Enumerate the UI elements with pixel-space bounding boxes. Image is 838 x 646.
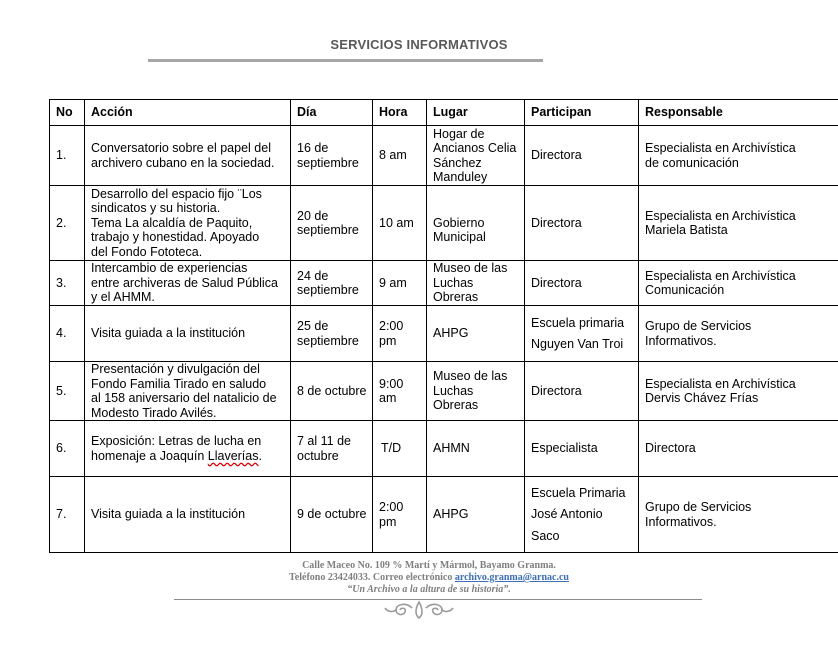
participan-line: José Antonio (531, 507, 603, 522)
lugar-line: Manduley (433, 170, 488, 184)
table-row (50, 362, 838, 421)
hora-line: 2:00 (379, 500, 404, 514)
footer-contact (0, 572, 838, 583)
lugar-line: Luchas (433, 383, 474, 398)
accion-line: Tema La alcaldía de Paquito, (91, 215, 253, 230)
participan-line: Escuela Primaria (531, 485, 626, 500)
accion-line: Intercambio de experiencias (91, 261, 248, 276)
responsable-line: Informativos. (645, 514, 717, 529)
hora-line: 2:00 (379, 319, 404, 333)
accion-line: Visita guiada a la institución (91, 326, 246, 341)
lugar-line: Obreras (433, 398, 479, 413)
participan-line: Directora (531, 275, 582, 290)
email-link[interactable]: archivo.granma@arnac.cu (454, 572, 569, 583)
cell-participan (525, 306, 639, 362)
responsable-line: Especialista en Archivística (645, 376, 796, 391)
cell-participan (525, 362, 639, 421)
cell-dia (291, 362, 373, 421)
cell-hora (373, 126, 427, 186)
responsable-line: Dervis Chávez Frías (645, 391, 759, 405)
header-no: No (50, 100, 85, 126)
cell-lugar (427, 362, 525, 421)
footer-motto: “Un Archivo a la altura de su historia”. (347, 584, 511, 595)
hora-line: 8 am (379, 148, 407, 163)
table-row (50, 261, 838, 306)
cell-dia (291, 126, 373, 186)
title-underline (148, 59, 543, 62)
cell-accion (85, 126, 291, 186)
dia-line: 20 de (297, 208, 329, 223)
cell-dia (291, 261, 373, 306)
cell-no: 6. (50, 421, 85, 477)
cell-hora (373, 477, 427, 553)
hora-line: 9 am (379, 275, 407, 290)
cell-dia (291, 186, 373, 261)
cell-no: 1. (50, 126, 85, 186)
lugar-line: Museo de las (433, 369, 508, 384)
responsable-line: Directora (645, 441, 696, 456)
cell-participan (525, 421, 639, 477)
cell-lugar (427, 261, 525, 306)
responsable-line: Especialista en Archivística (645, 268, 796, 283)
header-dia: Día (291, 100, 373, 126)
cell-hora (373, 261, 427, 306)
footer-phone: Teléfono 23424033. Correo electrónico (289, 572, 455, 583)
hora-line: pm (379, 514, 397, 529)
header-participan: Participan (525, 100, 639, 126)
hora-line: am (379, 391, 397, 405)
accion-line: Fondo Familia Tirado en saludo (91, 376, 267, 391)
participan-line: Directora (531, 215, 582, 230)
lugar-line: Municipal (433, 230, 486, 244)
flourish-ornament-icon (382, 599, 456, 621)
cell-accion (85, 306, 291, 362)
accion-line: archivero cubano en la sociedad. (91, 155, 275, 170)
participan-line: Nguyen Van Troi (531, 337, 624, 351)
accion-line (91, 449, 286, 464)
accion-line: Visita guiada a la institución (91, 507, 246, 522)
responsable-line: Informativos. (645, 333, 717, 348)
lugar-line: AHMN (433, 441, 470, 456)
dia-line: 9 de octubre (297, 507, 367, 522)
table-row (50, 126, 838, 186)
footer-address: Calle Maceo No. 109 % Martí y Mármol, Bayamo Granma. (302, 560, 556, 571)
lugar-line: Ancianos Celia (433, 141, 517, 155)
hora-line: pm (379, 333, 397, 348)
table-row (50, 186, 838, 261)
accion-line: Presentación y divulgación del (91, 362, 260, 376)
responsable-line: Grupo de Servicios (645, 319, 752, 333)
cell-lugar (427, 126, 525, 186)
header-lugar: Lugar (427, 100, 525, 126)
header-responsable: Responsable (639, 100, 838, 126)
accion-line: entre archiveras de Salud Pública (91, 275, 278, 290)
dia-line: septiembre (297, 333, 359, 348)
cell-dia (291, 477, 373, 553)
cell-responsable (639, 421, 838, 477)
cell-accion (85, 186, 291, 261)
cell-accion (85, 477, 291, 553)
spellcheck-word: Llaverías (207, 448, 259, 463)
header-accion: Acción (85, 100, 291, 126)
cell-accion (85, 261, 291, 306)
dia-line: 25 de (297, 319, 329, 333)
participan-line: Saco (531, 528, 560, 543)
participan-line: Especialista (531, 441, 598, 456)
lugar-line: Museo de las (433, 261, 508, 276)
cell-participan (525, 261, 639, 306)
accion-line: y el AHMM. (91, 290, 155, 305)
accion-line: del Fondo Fototeca. (91, 244, 203, 259)
accion-line: Conversatorio sobre el papel del (91, 141, 271, 155)
accion-line: Desarrollo del espacio fijo ¨Los (91, 186, 262, 201)
cell-responsable (639, 126, 838, 186)
hora-line: T/D (381, 441, 402, 456)
cell-hora (373, 362, 427, 421)
cell-hora (373, 421, 427, 477)
cell-participan (525, 126, 639, 186)
cell-no: 7. (50, 477, 85, 553)
cell-dia (291, 306, 373, 362)
lugar-line: AHPG (433, 507, 469, 522)
lugar-line: Luchas (433, 275, 474, 290)
responsable-line: Especialista en Archivística (645, 208, 796, 223)
cell-participan (525, 477, 639, 553)
cell-participan (525, 186, 639, 261)
dia-line: septiembre (297, 283, 359, 297)
accion-line: sindicatos y su historia. (91, 201, 221, 216)
cell-no: 4. (50, 306, 85, 362)
dia-line: octubre (297, 448, 339, 463)
cell-lugar (427, 421, 525, 477)
accion-text: . (258, 448, 262, 463)
cell-dia (291, 421, 373, 477)
participan-line: Directora (531, 383, 582, 398)
participan-line: Directora (531, 148, 582, 163)
cell-hora (373, 186, 427, 261)
responsable-line: de comunicación (645, 155, 739, 170)
dia-line: 16 de (297, 141, 329, 155)
page-title: SERVICIOS INFORMATIVOS (330, 37, 508, 52)
lugar-line: AHPG (433, 326, 469, 341)
cell-accion (85, 421, 291, 477)
accion-line: Exposición: Letras de lucha en (91, 434, 262, 448)
cell-responsable (639, 362, 838, 421)
table-row (50, 477, 838, 553)
schedule-table (49, 99, 838, 553)
responsable-line: Comunicación (645, 283, 725, 297)
dia-line: septiembre (297, 223, 359, 237)
cell-hora (373, 306, 427, 362)
lugar-line: Hogar de (433, 126, 485, 141)
cell-responsable (639, 306, 838, 362)
cell-responsable (639, 261, 838, 306)
cell-responsable (639, 186, 838, 261)
table-row (50, 306, 838, 362)
cell-lugar (427, 306, 525, 362)
hora-line: 9:00 (379, 376, 404, 391)
cell-no: 5. (50, 362, 85, 421)
responsable-line: Grupo de Servicios (645, 500, 752, 514)
hora-line: 10 am (379, 215, 414, 230)
lugar-line: Sánchez (433, 155, 482, 170)
cell-lugar (427, 477, 525, 553)
accion-text: homenaje a Joaquín (91, 448, 208, 463)
cell-no: 2. (50, 186, 85, 261)
responsable-line: Especialista en Archivística (645, 141, 796, 155)
participan-line: Escuela primaria (531, 315, 625, 330)
dia-line: 7 al 11 de (297, 434, 351, 448)
dia-line: septiembre (297, 155, 359, 170)
accion-line: al 158 aniversario del natalicio de (91, 391, 277, 405)
responsable-line: Mariela Batista (645, 223, 728, 237)
table-header-row (50, 100, 838, 126)
dia-line: 8 de octubre (297, 383, 367, 398)
lugar-line: Gobierno (433, 215, 485, 230)
header-hora: Hora (373, 100, 427, 126)
accion-line: trabajo y honestidad. Apoyado (91, 230, 260, 245)
cell-no: 3. (50, 261, 85, 306)
table-row (50, 421, 838, 477)
cell-responsable (639, 477, 838, 553)
cell-lugar (427, 186, 525, 261)
dia-line: 24 de (297, 268, 329, 283)
accion-line: Modesto Tirado Avilés. (91, 405, 217, 420)
lugar-line: Obreras (433, 290, 479, 305)
cell-accion (85, 362, 291, 421)
